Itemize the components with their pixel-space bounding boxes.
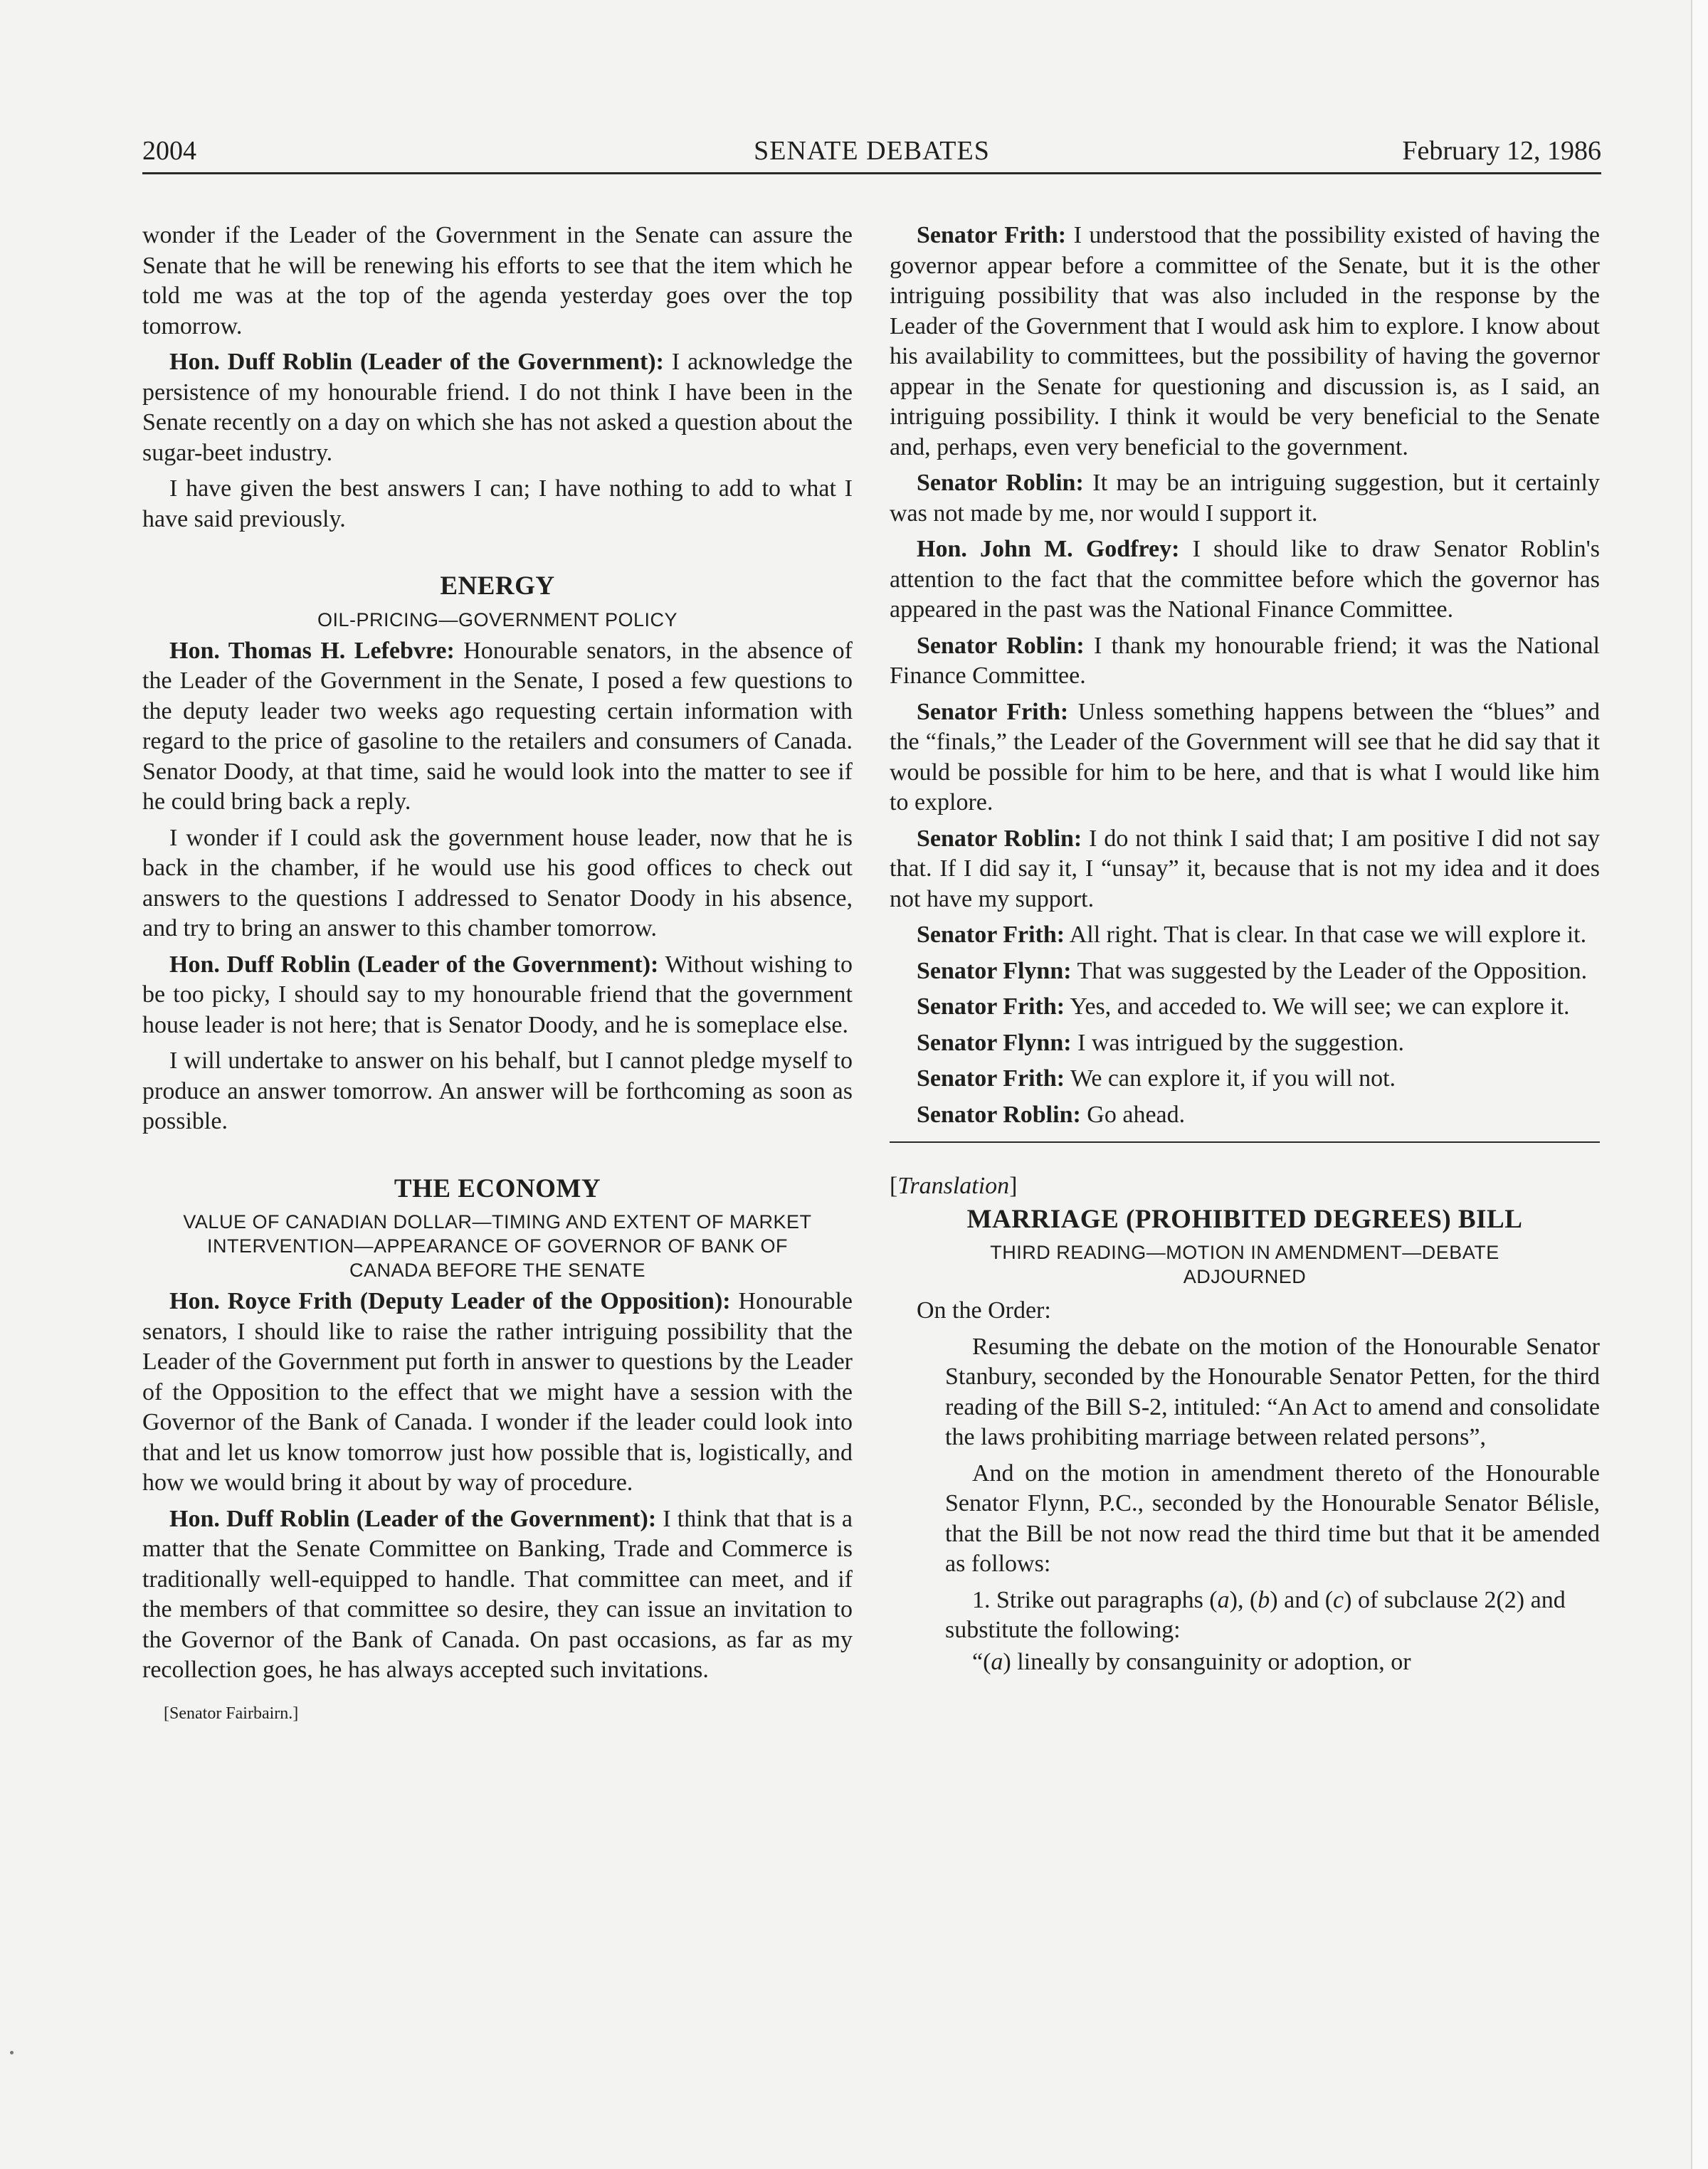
speech-text: I understood that the possibility existed of having the governor appear before a committee of the Senate, but it is the other intriguing possibility that was also included in the response by the Leader of the Government that I would ask him to explore. I know about his availability to committees, but the possibility of having the governor appear in the Senate for questioning and discussion is, as I said, an intriguing possibility. I think it would be very beneficial to the Senate and, perhaps, even very beneficial to the government. bbox=[890, 222, 1600, 460]
speech-text: I acknowledge the persistence of my honourable friend. I do not think I have been in the Senate recently on a day on which she has not asked a question about the sugar-beet industry. bbox=[142, 349, 853, 466]
speech-text: I should like to draw Senator Roblin's attention to the fact that the committee before which the governor has appeared in the past was the National Finance Committee. bbox=[890, 536, 1600, 623]
translation-label: Translation bbox=[897, 1173, 1010, 1199]
paragraph bbox=[142, 1504, 853, 1686]
scan-speck bbox=[10, 2051, 14, 2054]
clause-letter: a bbox=[991, 1648, 1003, 1675]
speaker: Hon. John M. Godfrey: bbox=[917, 536, 1180, 562]
paragraph bbox=[890, 697, 1600, 818]
amendment-clause bbox=[945, 1585, 1600, 1646]
speaker: Hon. Thomas H. Lefebvre: bbox=[169, 637, 455, 664]
speech-text: It may be an intriguing suggestion, but it certainly was not made by me, nor would I support it. bbox=[890, 470, 1600, 527]
speaker: Senator Roblin: bbox=[917, 470, 1084, 496]
section-heading-economy: THE ECONOMY bbox=[394, 1173, 601, 1203]
translation-tag: [Translation] bbox=[890, 1173, 1018, 1199]
speaker: Senator Roblin: bbox=[917, 1101, 1081, 1128]
speech-text: Unless something happens between the “blues” and the “finals,” the Leader of the Government will see that he did say that it would be possible for him to be here, and that is what I would like him to explore. bbox=[890, 698, 1600, 816]
paragraph: Resuming the debate on the motion of the Honourable Senator Stanbury, seconded by the Honourable Senator Petten, for the third reading of the Bill S-2, intituled: “An Act to amend and consolidate the laws prohibiting marriage between related persons”, bbox=[945, 1333, 1600, 1450]
section-divider bbox=[890, 1141, 1600, 1143]
paragraph bbox=[142, 1287, 853, 1499]
page-number: 2004 bbox=[142, 136, 196, 166]
right-column bbox=[890, 221, 1600, 1677]
clause-text: ), ( bbox=[1229, 1586, 1258, 1613]
paragraph: I wonder if I could ask the government house leader, now that he is back in the chamber, if he would use his good offices to check out answers to the questions I addressed to Senator Doody in his absence, and try to bring an answer to this chamber tomorrow. bbox=[142, 824, 853, 941]
paragraph bbox=[890, 992, 1600, 1023]
speaker: Hon. Duff Roblin (Leader of the Government): bbox=[169, 349, 664, 375]
paragraph: I have given the best answers I can; I have nothing to add to what I have said previously. bbox=[142, 475, 853, 532]
paragraph bbox=[890, 1100, 1600, 1131]
speaker: Senator Roblin: bbox=[917, 825, 1082, 852]
speech-text: Yes, and acceded to. We will see; we can explore it. bbox=[1065, 993, 1570, 1020]
speech-text: I think that that is a matter that the Senate Committee on Banking, Trade and Commerce is traditionally well-equipped to handle. That committee can meet, and if the members of that committee so desire, they can issue an invitation to the Governor of the Bank of Canada. On past occasions, as far as my recollection goes, he has always accepted such invitations. bbox=[142, 1505, 853, 1683]
speaker: Senator Flynn: bbox=[917, 1029, 1072, 1056]
speaker: Senator Frith: bbox=[917, 993, 1065, 1020]
paragraph bbox=[890, 468, 1600, 529]
speech-text: Go ahead. bbox=[1080, 1101, 1186, 1128]
publication-title: SENATE DEBATES bbox=[754, 136, 990, 166]
amendment-clause bbox=[972, 1647, 1600, 1678]
speaker: Senator Flynn: bbox=[917, 957, 1072, 984]
speaker: Senator Roblin: bbox=[917, 632, 1085, 659]
paragraph bbox=[890, 221, 1600, 463]
footnote-speaker: [Senator Fairbairn.] bbox=[164, 1704, 299, 1723]
motion-text bbox=[945, 1332, 1600, 1580]
section-heading-energy: ENERGY bbox=[440, 571, 555, 601]
paragraph bbox=[142, 347, 853, 468]
speech-text: Honourable senators, in the absence of the Leader of the Government in the Senate, I posed a few questions to the deputy leader two weeks ago requesting certain information with regard to the price of gasoline to the retailers and consumers of Canada. Senator Doody, at that time, said he would look into the matter to see if he could bring back a reply. bbox=[142, 637, 853, 815]
paragraph bbox=[890, 824, 1600, 915]
speaker: Hon. Duff Roblin (Leader of the Government): bbox=[169, 1505, 657, 1532]
page-date: February 12, 1986 bbox=[1402, 136, 1601, 166]
header-rule bbox=[142, 172, 1601, 174]
speech-text: I thank my honourable friend; it was the National Finance Committee. bbox=[890, 632, 1600, 689]
clause-letter: a bbox=[1217, 1586, 1230, 1613]
paragraph: wonder if the Leader of the Government in the Senate can assure the Senate that he will be renewing his efforts to see that the item which he told me was at the top of the agenda yesterday goes over the top tomorrow. bbox=[142, 222, 853, 339]
clause-letter: b bbox=[1258, 1586, 1270, 1613]
subheading-third-reading: THIRD READING—MOTION IN AMENDMENT—DEBATE ADJOURNED bbox=[990, 1242, 1499, 1287]
speech-text: All right. That is clear. In that case we will explore it. bbox=[1065, 922, 1587, 948]
speaker: Senator Frith: bbox=[917, 1065, 1065, 1092]
clause-letter: c bbox=[1333, 1586, 1344, 1613]
order-line: On the Order: bbox=[917, 1297, 1051, 1324]
subheading-oil-pricing: OIL-PRICING—GOVERNMENT POLICY bbox=[317, 608, 678, 630]
left-column bbox=[142, 221, 853, 1729]
speaker: Hon. Royce Frith (Deputy Leader of the Opposition): bbox=[169, 1288, 731, 1314]
clause-text: ) of subclause 2(2) and substitute the following: bbox=[945, 1586, 1566, 1643]
clause-text: ) and ( bbox=[1270, 1586, 1334, 1613]
paragraph bbox=[890, 1028, 1600, 1059]
speech-text: Honourable senators, I should like to raise the rather intriguing possibility that the Leader of the Government put forth in answer to questions by the Leader of the Opposition to the effect that we might have a session with the Governor of the Bank of Canada. I wonder if the leader could look into that and let us know tomorrow just how possible that is, logistically, and how we would bring it about by way of procedure. bbox=[142, 1288, 853, 1496]
paragraph bbox=[890, 956, 1600, 987]
speaker: Hon. Duff Roblin (Leader of the Government): bbox=[169, 951, 659, 978]
speech-text: Without wishing to be too picky, I should say to my honourable friend that the government house leader is not here; that is Senator Doody, and he is someplace else. bbox=[142, 951, 853, 1038]
paragraph bbox=[890, 534, 1600, 626]
paragraph bbox=[890, 631, 1600, 692]
clause-text: 1. Strike out paragraphs ( bbox=[972, 1586, 1218, 1613]
speech-text: I do not think I said that; I am positive I did not say that. If I did say it, I “unsay” it, because that is not my idea and it does not have my support. bbox=[890, 825, 1600, 912]
paragraph bbox=[142, 950, 853, 1041]
section-heading-marriage-bill: MARRIAGE (PROHIBITED DEGREES) BILL bbox=[966, 1204, 1523, 1234]
speech-text: We can explore it, if you will not. bbox=[1065, 1065, 1396, 1092]
speaker: Senator Frith: bbox=[917, 922, 1065, 948]
paragraph bbox=[142, 636, 853, 818]
clause-text: “( bbox=[972, 1648, 991, 1675]
speaker: Senator Frith: bbox=[917, 698, 1069, 725]
paragraph bbox=[890, 920, 1600, 951]
paragraph bbox=[890, 1064, 1600, 1094]
speech-text: That was suggested by the Leader of the Opposition. bbox=[1071, 957, 1588, 984]
page-edge bbox=[1691, 0, 1708, 2169]
paragraph: I will undertake to answer on his behalf, but I cannot pledge myself to produce an answer tomorrow. An answer will be forthcoming as soon as possible. bbox=[142, 1047, 853, 1134]
subheading-canadian-dollar: VALUE OF CANADIAN DOLLAR—TIMING AND EXTENT OF MARKET INTERVENTION—APPEARANCE OF GOVERNOR OF BANK OF CANADA BEFORE THE SENATE bbox=[183, 1211, 812, 1281]
paragraph: And on the motion in amendment thereto of the Honourable Senator Flynn, P.C., seconded by the Honourable Senator Bélisle, that the Bill be not now read the third time but that it be amended as follows: bbox=[945, 1460, 1600, 1577]
speaker: Senator Frith: bbox=[917, 222, 1067, 248]
speech-text: I was intrigued by the suggestion. bbox=[1071, 1029, 1405, 1056]
clause-text: ) lineally by consanguinity or adoption, or bbox=[1003, 1648, 1411, 1675]
page-header bbox=[142, 135, 1601, 171]
